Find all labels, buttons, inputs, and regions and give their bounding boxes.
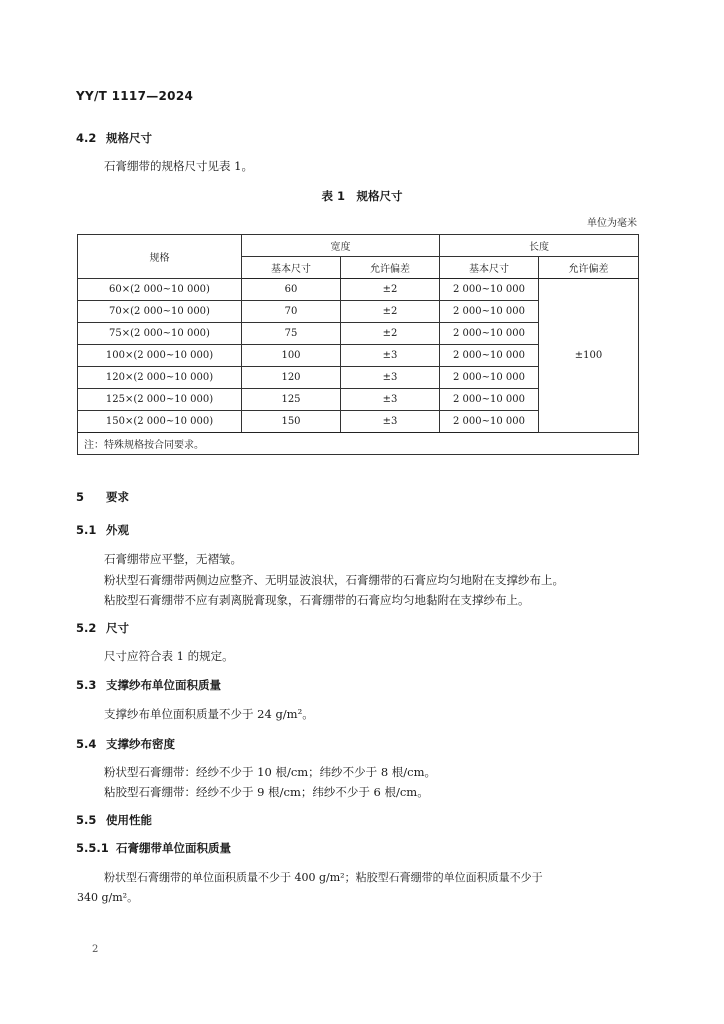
cell-width: 100 [242,345,341,367]
header-length-tolerance: 允许偏差 [539,257,639,279]
section-title: 支撑纱布单位面积质量 [106,678,221,692]
section-number: 5.3 [76,678,97,692]
section-title: 规格尺寸 [106,131,152,145]
header-width-basic: 基本尺寸 [242,257,341,279]
cell-width-tolerance: ±3 [341,411,440,433]
header-width-tolerance: 允许偏差 [341,257,440,279]
section-number: 5 [76,490,85,504]
cell-width: 125 [242,389,341,411]
section-5-5-1-line: 340 g/m²。 [77,891,139,904]
header-length-basic: 基本尺寸 [440,257,539,279]
cell-length-tolerance: ±100 [539,279,639,433]
cell-width-tolerance: ±2 [341,279,440,301]
section-5-5-heading [76,812,152,828]
table-caption: 表 1 规格尺寸 [321,189,403,203]
section-number: 5.5.1 [76,841,109,855]
cell-width-tolerance: ±2 [341,301,440,323]
section-title: 支撑纱布密度 [106,737,175,751]
cell-length: 2 000~10 000 [440,345,539,367]
section-title: 外观 [106,523,129,537]
cell-spec: 120×(2 000~10 000) [78,367,242,389]
cell-length: 2 000~10 000 [440,411,539,433]
cell-width: 75 [242,323,341,345]
section-number: 5.1 [76,523,97,537]
cell-spec: 125×(2 000~10 000) [78,389,242,411]
cell-length: 2 000~10 000 [440,301,539,323]
section-5-1-line: 粘胶型石膏绷带不应有剥离脱膏现象，石膏绷带的石膏应均匀地黏附在支撑纱布上。 [104,593,530,607]
section-5-4-line: 粘胶型石膏绷带：经纱不少于 9 根/cm；纬纱不少于 6 根/cm。 [104,785,429,799]
section-4-2-heading [76,130,152,146]
cell-width: 150 [242,411,341,433]
table-note: 注：特殊规格按合同要求。 [78,433,639,455]
section-5-1-line: 粉状型石膏绷带两侧边应整齐、无明显波浪状，石膏绷带的石膏应均匀地附在支撑纱布上。 [104,573,564,587]
cell-spec: 75×(2 000~10 000) [78,323,242,345]
section-5-1-heading [76,522,129,538]
cell-spec: 70×(2 000~10 000) [78,301,242,323]
cell-width-tolerance: ±3 [341,345,440,367]
cell-width-tolerance: ±2 [341,323,440,345]
table-row [78,279,639,301]
cell-width-tolerance: ±3 [341,367,440,389]
cell-length: 2 000~10 000 [440,323,539,345]
section-title: 要求 [106,490,129,504]
cell-width: 120 [242,367,341,389]
page-number: 2 [92,944,99,955]
cell-length: 2 000~10 000 [440,389,539,411]
cell-spec: 150×(2 000~10 000) [78,411,242,433]
cell-spec: 60×(2 000~10 000) [78,279,242,301]
section-5-3-heading [76,677,221,693]
cell-width-tolerance: ±3 [341,389,440,411]
spec-table [77,234,639,455]
header-length: 长度 [440,235,639,257]
section-5-5-1-line: 粉状型石膏绷带的单位面积质量不少于 400 g/m²；粘胶型石膏绷带的单位面积质量不少于 [104,871,543,884]
section-number: 5.5 [76,813,97,827]
section-number: 5.2 [76,621,97,635]
section-number: 4.2 [76,131,97,145]
cell-width: 70 [242,301,341,323]
section-number: 5.4 [76,737,97,751]
section-title: 尺寸 [106,621,129,635]
section-5-4-heading [76,736,175,752]
section-5-3-text: 支撑纱布单位面积质量不少于 24 g/m²。 [104,707,314,721]
standard-code: YY/T 1117—2024 [76,89,194,103]
section-title: 石膏绷带单位面积质量 [116,841,231,855]
section-4-2-text: 石膏绷带的规格尺寸见表 1。 [104,159,253,173]
section-5-5-1-heading [76,840,231,856]
section-5-2-heading [76,620,129,636]
section-5-4-line: 粉状型石膏绷带：经纱不少于 10 根/cm；纬纱不少于 8 根/cm。 [104,765,437,779]
header-width: 宽度 [242,235,440,257]
cell-length: 2 000~10 000 [440,367,539,389]
header-spec: 规格 [78,235,242,279]
section-5-1-line: 石膏绷带应平整，无褶皱。 [104,552,242,566]
section-title: 使用性能 [106,813,152,827]
cell-width: 60 [242,279,341,301]
cell-length: 2 000~10 000 [440,279,539,301]
table-unit: 单位为毫米 [587,218,637,229]
cell-spec: 100×(2 000~10 000) [78,345,242,367]
section-5-2-text: 尺寸应符合表 1 的规定。 [104,649,234,663]
section-5-heading [76,489,129,505]
